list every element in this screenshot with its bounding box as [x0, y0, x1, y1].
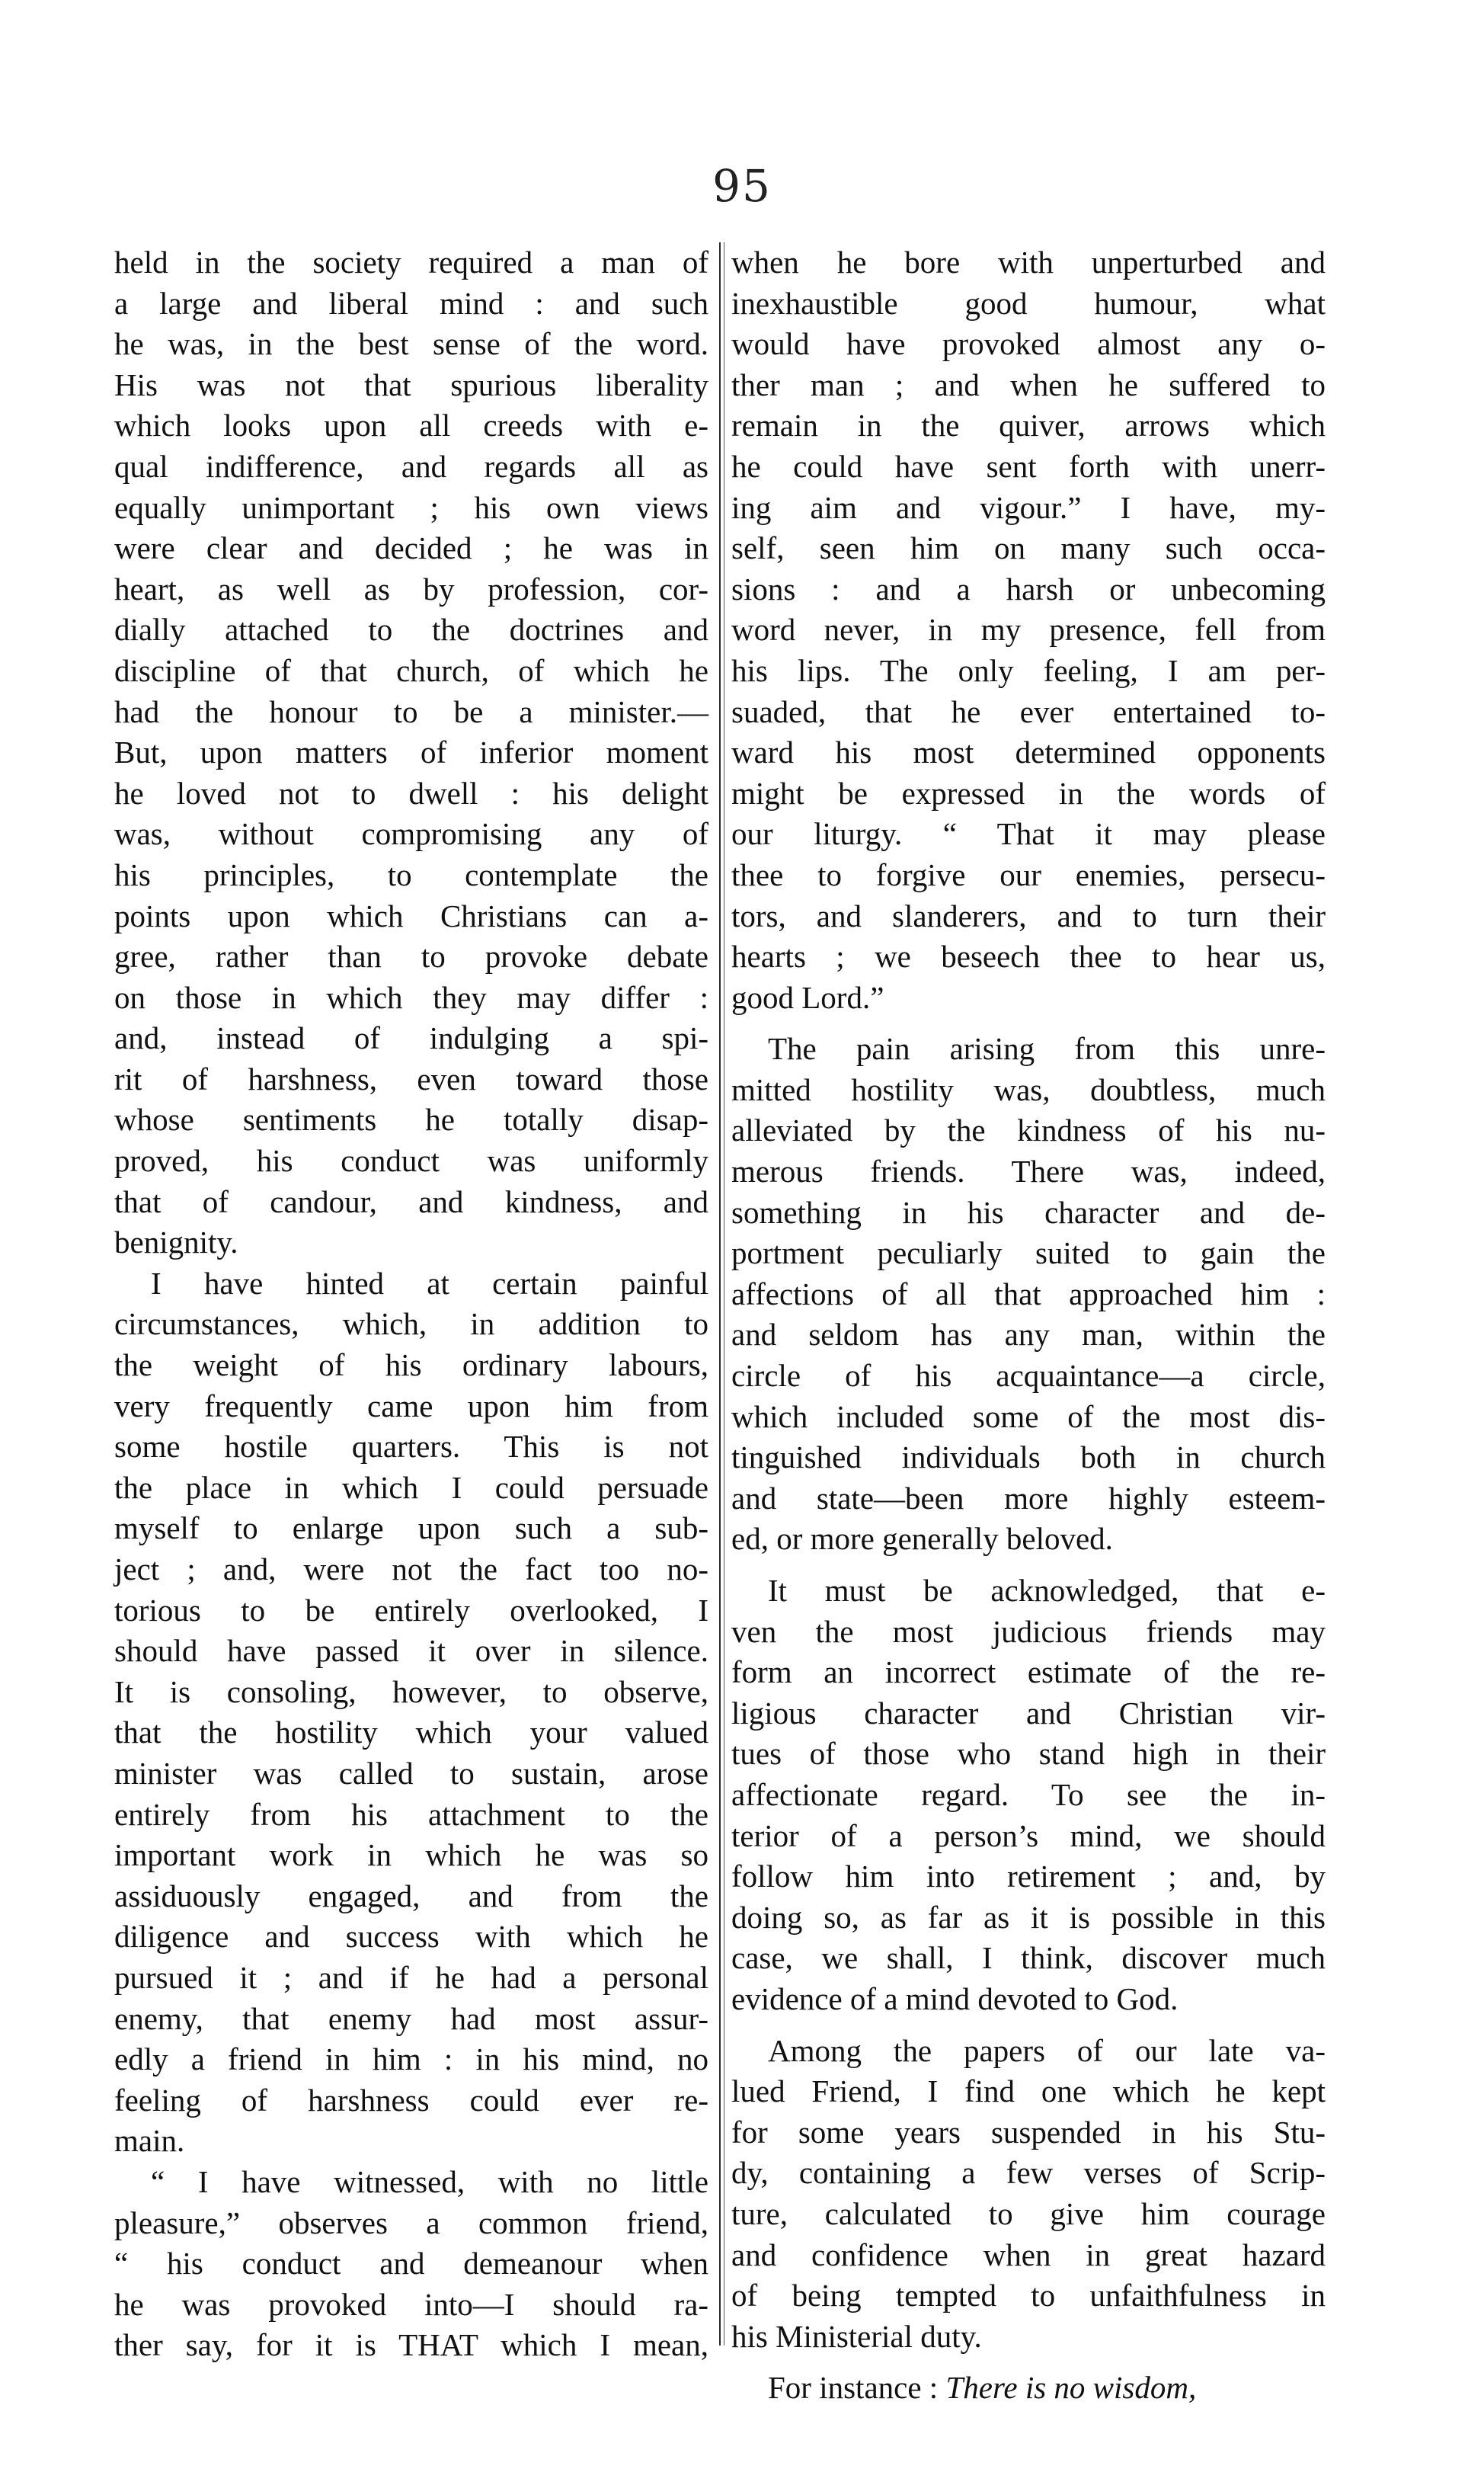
text-line: evidence of a mind devoted to God. — [731, 1980, 1179, 2016]
text-line: proved, his conduct was uniformly — [114, 1143, 708, 1179]
text-line: thee to forgive our enemies, persecu- — [731, 857, 1326, 892]
text-line: the place in which I could persuade — [114, 1469, 708, 1505]
text-line: tors, and slanderers, and to turn their — [731, 898, 1326, 933]
text-line: something in his character and de- — [731, 1194, 1326, 1230]
text-line: points upon which Christians can a- — [114, 898, 708, 933]
text-line: held in the society required a man of — [114, 245, 708, 280]
right-column — [731, 242, 1326, 2409]
text-line: pleasure,” observes a common friend, — [114, 2205, 708, 2240]
text-line: and seldom has any man, within the — [731, 1317, 1326, 1353]
text-line: he loved not to dwell : his delight — [114, 775, 708, 811]
text-line: our liturgy. “ That it may please — [731, 816, 1326, 852]
text-line: ligious character and Christian vir- — [731, 1695, 1326, 1731]
text-line: that the hostility which your valued — [114, 1715, 708, 1750]
italic-quote: There is no wisdom, — [945, 2370, 1197, 2406]
text-line: But, upon matters of inferior moment — [114, 735, 708, 770]
left-column — [114, 242, 708, 2366]
text-line: very frequently came upon him from — [114, 1388, 708, 1423]
text-line: ther man ; and when he suffered to — [731, 367, 1326, 402]
text-line: tinguished individuals both in church — [731, 1439, 1326, 1475]
text-line: ward his most determined opponents — [731, 735, 1326, 770]
text-line: “ I have witnessed, with no little — [151, 2163, 708, 2199]
text-line: and confidence when in great hazard — [731, 2237, 1326, 2272]
text-line: case, we shall, I think, discover much — [731, 1940, 1326, 1976]
text-line: entirely from his attachment to the — [114, 1796, 708, 1832]
text-line: might be expressed in the words of — [731, 775, 1326, 811]
text-line: the weight of his ordinary labours, — [114, 1347, 708, 1383]
page-number: 95 — [712, 160, 772, 212]
text-line: discipline of that church, of which he — [114, 652, 708, 688]
text-line: terior of a person’s mind, we should — [731, 1817, 1326, 1853]
text-line: inexhaustible good humour, what — [731, 285, 1326, 321]
text-line: that of candour, and kindness, and — [114, 1183, 708, 1219]
text-line: enemy, that enemy had most assur- — [114, 2000, 708, 2036]
text-line: edly a friend in him : in his mind, no — [114, 2041, 708, 2077]
text-line: affectionate regard. To see the in- — [731, 1776, 1326, 1812]
text-line: word never, in my presence, fell from — [731, 612, 1326, 648]
text-line: rit of harshness, even toward those — [114, 1061, 708, 1097]
text-line: ven the most judicious friends may — [731, 1613, 1326, 1649]
text-line: he was provoked into—I should ra- — [114, 2286, 708, 2322]
text-line: were clear and decided ; he was in — [114, 530, 708, 566]
text-line: qual indifference, and regards all as — [114, 448, 708, 484]
text-line: important work in which he was so — [114, 1837, 708, 1873]
text-line: self, seen him on many such occa- — [731, 530, 1326, 566]
text-line: which looks upon all creeds with e- — [114, 408, 708, 443]
text-line: ed, or more generally beloved. — [731, 1521, 1113, 1557]
text-line: feeling of harshness could ever re- — [114, 2082, 708, 2118]
text-line: benignity. — [114, 1225, 238, 1260]
text-line: minister was called to sustain, arose — [114, 1755, 708, 1791]
text-line: “ his conduct and demeanour when — [114, 2246, 708, 2281]
text-line: which included some of the most dis- — [731, 1398, 1326, 1434]
text-line: diligence and success with which he — [114, 1919, 708, 1955]
text-line: It is consoling, however, to observe, — [114, 1673, 708, 1709]
text-line: His was not that spurious liberality — [114, 367, 708, 402]
text-line: equally unimportant ; his own views — [114, 489, 708, 525]
text-line: whose sentiments he totally disap- — [114, 1102, 708, 1138]
text-line: ture, calculated to give him courage — [731, 2195, 1326, 2231]
text-line: Among the papers of our late va- — [768, 2032, 1326, 2068]
text-line: on those in which they may differ : — [114, 979, 708, 1015]
text-line: should have passed it over in silence. — [114, 1633, 708, 1669]
text-line: ing aim and vigour.” I have, my- — [731, 489, 1326, 525]
text-line: assiduously engaged, and from the — [114, 1878, 708, 1913]
text-line: circle of his acquaintance—a circle, — [731, 1358, 1326, 1394]
text-line: alleviated by the kindness of his nu- — [731, 1113, 1326, 1148]
text-line: his Ministerial duty. — [731, 2318, 982, 2354]
text-line: a large and liberal mind : and such — [114, 285, 708, 321]
text-line: when he bore with unperturbed and — [731, 245, 1326, 280]
text-line: myself to enlarge upon such a sub- — [114, 1510, 708, 1546]
text-line: ject ; and, were not the fact too no- — [114, 1551, 708, 1587]
text-line: torious to be entirely overlooked, I — [114, 1592, 708, 1628]
text-line: for some years suspended in his Stu- — [731, 2114, 1326, 2150]
text-line: remain in the quiver, arrows which — [731, 408, 1326, 443]
text-line: hearts ; we beseech thee to hear us, — [731, 939, 1326, 975]
text-line: had the honour to be a minister.— — [114, 693, 708, 729]
text-line: The pain arising from this unre- — [768, 1031, 1326, 1067]
text-line: mitted hostility was, doubtless, much — [731, 1071, 1326, 1107]
text-line — [731, 2368, 1326, 2409]
text-line: dy, containing a few verses of Scrip- — [731, 2155, 1326, 2191]
text-line: heart, as well as by profession, cor- — [114, 571, 708, 607]
text-line: merous friends. There was, indeed, — [731, 1154, 1326, 1190]
text-line: follow him into retirement ; and, by — [731, 1859, 1326, 1894]
text-line: ther say, for it is THAT which I mean, — [114, 2327, 708, 2363]
text-line: his lips. The only feeling, I am per- — [731, 652, 1326, 688]
text-line: tues of those who stand high in their — [731, 1736, 1326, 1772]
text-line: main. — [114, 2123, 185, 2159]
text-line: portment peculiarly suited to gain the — [731, 1235, 1326, 1271]
text-line: circumstances, which, in addition to — [114, 1306, 708, 1342]
text-line: and state—been more highly esteem- — [731, 1480, 1326, 1516]
text-line: affections of all that approached him : — [731, 1276, 1326, 1311]
text-line: was, without compromising any of — [114, 816, 708, 852]
text-line: lued Friend, I find one which he kept — [731, 2073, 1326, 2109]
text-line: form an incorrect estimate of the re- — [731, 1654, 1326, 1690]
text-line: doing so, as far as it is possible in this — [731, 1899, 1326, 1935]
text-line: It must be acknowledged, that e- — [768, 1573, 1326, 1608]
text-line: some hostile quarters. This is not — [114, 1429, 708, 1465]
text-line: dially attached to the doctrines and — [114, 612, 708, 648]
text-line: good Lord.” — [731, 979, 884, 1015]
column-divider — [719, 242, 721, 2346]
text-line: gree, rather than to provoke debate — [114, 939, 708, 975]
text-line: his principles, to contemplate the — [114, 857, 708, 892]
line-lead: For instance : — [768, 2370, 946, 2406]
text-line: he could have sent forth with unerr- — [731, 448, 1326, 484]
text-line: suaded, that he ever entertained to- — [731, 693, 1326, 729]
text-line: I have hinted at certain painful — [151, 1265, 708, 1301]
text-line: he was, in the best sense of the word. — [114, 326, 708, 362]
text-line: of being tempted to unfaithfulness in — [731, 2278, 1326, 2313]
text-line: sions : and a harsh or unbecoming — [731, 571, 1326, 607]
text-line: and, instead of indulging a spi- — [114, 1020, 708, 1056]
text-line: would have provoked almost any o- — [731, 326, 1326, 362]
text-line: pursued it ; and if he had a personal — [114, 1959, 708, 1995]
